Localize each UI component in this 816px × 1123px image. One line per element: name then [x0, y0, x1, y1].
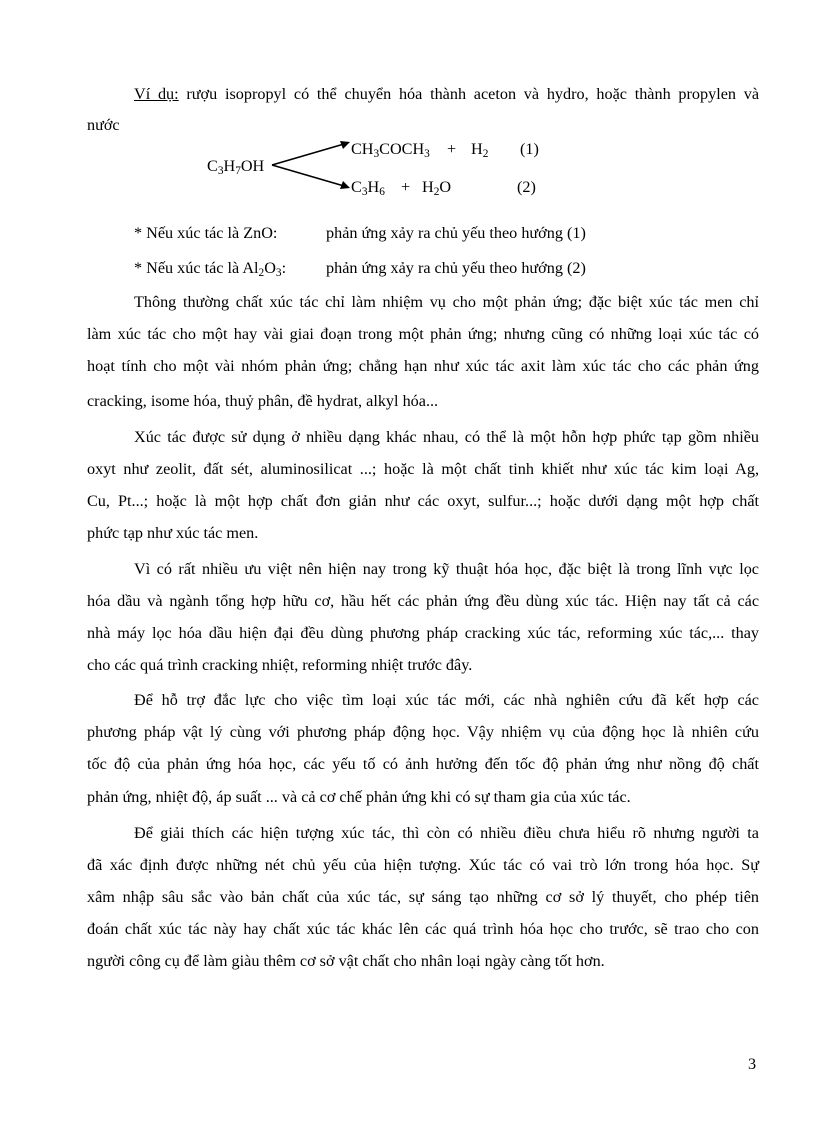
branch-arrows-icon	[270, 138, 352, 192]
paragraph-5-line: xâm nhập sâu sắc vào bản chất của xúc tác, sự sáng tạo những cơ sở lý thuyết, cho phép tiên	[87, 888, 759, 906]
paragraph-2-line: phức tạp như xúc tác men.	[87, 524, 259, 542]
paragraph-1-line: làm xúc tác cho một hay vài giai đoạn trong một phản ứng; nhưng cũng có những loại xúc tác có	[87, 325, 759, 343]
paragraph-2-line: oxyt như zeolit, đất sét, aluminosilicat ...; hoặc là một chất tinh khiết như xúc tác kim loại Ag,	[87, 460, 759, 478]
reactant-formula: $C_3H_7OH$	[207, 157, 265, 177]
paragraph-4-line: phương pháp vật lý cùng với phương pháp động học. Vậy nhiệm vụ của động học là nhiên cứu	[87, 723, 759, 741]
paragraph-3-line: hóa dầu và ngành tổng hợp hữu cơ, hầu hết các phản ứng đều dùng xúc tác. Hiện nay tất cả các	[87, 592, 759, 610]
paragraph-5-line: người công cụ để làm giàu thêm cơ sở vật chất cho nhân loại ngày càng tốt hơn.	[87, 952, 605, 970]
paragraph-1-line: Thông thường chất xúc tác chỉ làm nhiệm vụ cho một phản ứng; đặc biệt xúc tác men chỉ	[134, 293, 759, 311]
reaction-1-number: (1)	[520, 140, 539, 158]
paragraph-2-line: Cu, Pt...; hoặc là một hợp chất đơn giản như các oxyt, sulfur...; hoặc dưới dạng một hợp chất	[87, 492, 759, 510]
note-zno-lead: * Nếu xúc tác là ZnO:	[134, 224, 278, 242]
paragraph-4-line: tốc độ của phản ứng hóa học, các yếu tố có ảnh hưởng đến tốc độ phản ứng như nồng độ chất	[87, 755, 759, 773]
note-al2o3-lead: * Nếu xúc tác là $Al_2O_3$:	[134, 259, 287, 279]
example-line	[134, 84, 759, 104]
paragraph-5-line: đã xác định được những nét chủ yếu của hiện tượng. Xúc tác có vai trò lớn trong hóa học. Sự	[87, 856, 759, 874]
paragraph-4-line: Để hỗ trợ đắc lực cho việc tìm loại xúc tác mới, các nhà nghiên cứu đã kết hợp các	[134, 691, 759, 709]
product-2-formula: $C_3H_6$	[351, 178, 385, 198]
paragraph-3-line: cho các quá trình cracking nhiệt, reforming nhiệt trước đây.	[87, 656, 473, 674]
paragraph-1-line: hoạt tính cho một vài nhóm phản ứng; chẳng hạn như xúc tác axit làm xúc tác cho các phản ứng	[87, 357, 759, 375]
paragraph-1-line: cracking, isome hóa, thuỷ phân, đề hydrat, alkyl hóa...	[87, 392, 439, 410]
paragraph-2-line: Xúc tác được sử dụng ở nhiều dạng khác nhau, có thể là một hỗn hợp phức tạp gồm nhiều	[134, 428, 759, 446]
paragraph-4-line: phản ứng, nhiệt độ, áp suất ... và cả cơ chế phản ứng khi có sự tham gia của xúc tác.	[87, 788, 631, 806]
page-number: 3	[748, 1055, 757, 1073]
example-label: Ví dụ:	[134, 85, 179, 103]
paragraph-3-line: Vì có rất nhiều ưu việt nên hiện nay trong kỹ thuật hóa học, đặc biệt là trong lĩnh vực lọc	[134, 560, 759, 578]
note-al2o3-desc: phản ứng xảy ra chủ yếu theo hướng (2)	[326, 259, 586, 277]
example-text: rượu isopropyl có thể chuyển hóa thành aceton và hydro, hoặc thành propylen và	[178, 85, 760, 103]
paragraph-5-line: Để giải thích các hiện tượng xúc tác, thì còn có nhiều điều chưa hiểu rõ nhưng người ta	[134, 824, 759, 842]
example-continuation: nước	[87, 116, 120, 134]
product-1-plus: +	[447, 140, 457, 158]
reaction-2-number: (2)	[517, 178, 536, 196]
note-zno-desc: phản ứng xảy ra chủ yếu theo hướng (1)	[326, 224, 586, 242]
paragraph-5-line: đoán chất xúc tác này hay chất xúc tác khác lên các quá trình hóa học cho trước, sẽ trao cho con	[87, 920, 759, 938]
paragraph-3-line: nhà máy lọc hóa dầu hiện đại đều dùng phương pháp cracking xúc tác, reforming xúc tác,... thay	[87, 624, 759, 642]
product-1-formula: $CH_3COCH_3$	[351, 140, 430, 160]
product-2-water: $H_2O$	[422, 178, 452, 198]
product-2-plus: +	[401, 178, 411, 196]
product-1-h2: $H_2$	[471, 140, 489, 160]
